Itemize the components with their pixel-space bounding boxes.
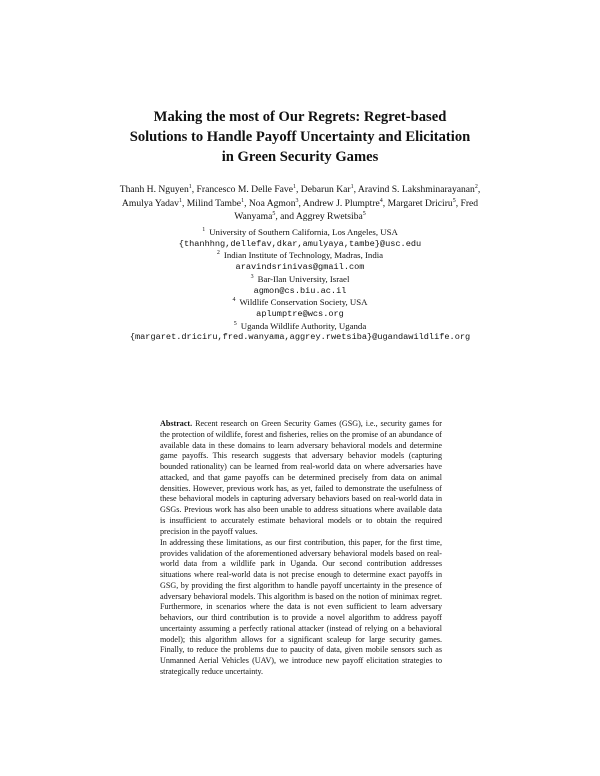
author-name: Debarun Kar bbox=[300, 184, 351, 195]
abstract-paragraph bbox=[160, 419, 442, 537]
abstract-label: Abstract. bbox=[160, 419, 193, 428]
affiliation-name: $^2$ Indian Institute of Technology, Madras, India bbox=[216, 250, 384, 261]
author-affiliation-mark: 1 bbox=[241, 197, 245, 204]
affiliation-email: agmon@cs.biu.ac.il bbox=[253, 285, 347, 296]
paper-title bbox=[100, 107, 500, 167]
abstract-text: Recent research on Green Security Games (GSG), i.e., security games for the protection of wildlife, forest and fisheries, relies on the promise of an abundance of available data in these domains to learn adversary behavioral models and determine game payoffs. This research suggests that adversary behavior models (capturing bounded rationality) can be learned from real-world data on where adversaries have attacked, and that game payoffs can be determined precisely from data on animal densities. However, previous work has, as yet, failed to demonstrate the usefulness of these behavioral models in capturing adversary behaviors based on real-world data in GSGs. Previous work has also been unable to address situations where available data is insufficient to accurately estimate behavioral models or to obtain the required precision in the payoff values. bbox=[160, 419, 442, 536]
author-affiliation-mark: 4 bbox=[379, 197, 383, 204]
author-affiliation-mark: 1 bbox=[178, 197, 182, 204]
title-line: Solutions to Handle Payoff Uncertainty and Elicitation bbox=[129, 129, 471, 145]
affiliation-number: 5 bbox=[233, 320, 237, 327]
author-list: Thanh H. Nguyen$^1$, Francesco M. Delle Fave$^1$, Debarun Kar$^1$, Aravind S. Lakshminarayanan$^2$, Amulya Yadav$^1$, Milind Tambe$^1$, Noa Agmon$^3$, Andrew J. Plumptre$^4$, Margaret Driciru$^5$, Fred Wanyama$^5$, and Aggrey Rwetsiba$^5$ bbox=[119, 183, 481, 223]
author-affiliation-mark: 1 bbox=[350, 183, 354, 190]
abstract-paragraph: In addressing these limitations, as our first contribution, this paper, for the first time, provides validation of the aforementioned adversary behavioral models based on real-world data from a wildlife park in Uganda. Our second contribution addresses situations where real-world data is not precise enough to determine exact payoffs in GSG, by providing the first algorithm to handle payoff uncertainty in the presence of adversary behavioral models. This algorithm is based on the notion of minimax regret. Furthermore, in scenarios where the data is not even sufficient to learn adversary behaviors, our third contribution is to provide a novel algorithm to address payoff uncertainty assuming a perfectly rational attacker (instead of relying on a behavioral model); this algorithm allows for a significant scaleup for large security games. Finally, to reduce the problems due to paucity of data, given mobile sensors such as Unmanned Aerial Vehicles (UAV), we introduce new payoff elicitation strategies to strategically reduce uncertainty. bbox=[160, 537, 442, 676]
author-name: Amulya Yadav bbox=[121, 197, 179, 209]
author-name: Noa Agmon bbox=[248, 197, 296, 209]
author-name: Milind Tambe bbox=[186, 197, 242, 209]
affiliation-name: $^4$ Wildlife Conservation Society, USA bbox=[232, 297, 368, 308]
affiliation-list bbox=[80, 227, 520, 344]
affiliation-email: aravindsrinivas@gmail.com bbox=[235, 262, 365, 273]
author-affiliation-mark: 5 bbox=[272, 211, 276, 217]
abstract bbox=[160, 419, 442, 678]
author-affiliation-mark: 1 bbox=[188, 183, 192, 190]
affiliation-name: $^5$ Uganda Wildlife Authority, Uganda bbox=[233, 320, 367, 331]
affiliation-number: 4 bbox=[232, 297, 236, 304]
affiliation-number: 1 bbox=[202, 227, 206, 234]
author-name: Margaret Driciru bbox=[387, 197, 453, 209]
title-line: in Green Security Games bbox=[221, 149, 379, 165]
author-name: Fred Wanyama bbox=[234, 197, 479, 223]
affiliation-name: $^3$ Bar-Ilan University, Israel bbox=[250, 273, 350, 284]
author-name: Francesco M. Delle Fave bbox=[196, 184, 293, 195]
affiliation-email: {margaret.driciru,fred.wanyama,aggrey.rwetsiba}@ugandawildlife.org bbox=[129, 332, 471, 343]
author-affiliation-mark: 5 bbox=[452, 197, 456, 204]
author-name: Andrew J. Plumptre bbox=[302, 197, 380, 209]
affiliation-name: $^1$ University of Southern California, Los Angeles, USA bbox=[202, 227, 398, 237]
author-affiliation-mark: 5 bbox=[362, 211, 366, 217]
affiliation-number: 3 bbox=[250, 273, 254, 280]
author-affiliation-mark: 3 bbox=[295, 197, 299, 204]
title-line: Making the most of Our Regrets: Regret-based bbox=[153, 109, 447, 125]
author-name: Aggrey Rwetsiba bbox=[295, 211, 363, 223]
affiliation-email: {thanhhng,dellefav,dkar,amulyaya,tambe}@usc.edu bbox=[178, 238, 422, 249]
affiliation-number: 2 bbox=[216, 250, 220, 257]
author-affiliation-mark: 2 bbox=[474, 183, 478, 190]
author-name: Aravind S. Lakshminarayanan bbox=[357, 184, 475, 195]
author-name: Thanh H. Nguyen bbox=[119, 184, 189, 195]
author-affiliation-mark: 1 bbox=[293, 183, 296, 190]
affiliation-email: aplumptre@wcs.org bbox=[256, 308, 344, 319]
